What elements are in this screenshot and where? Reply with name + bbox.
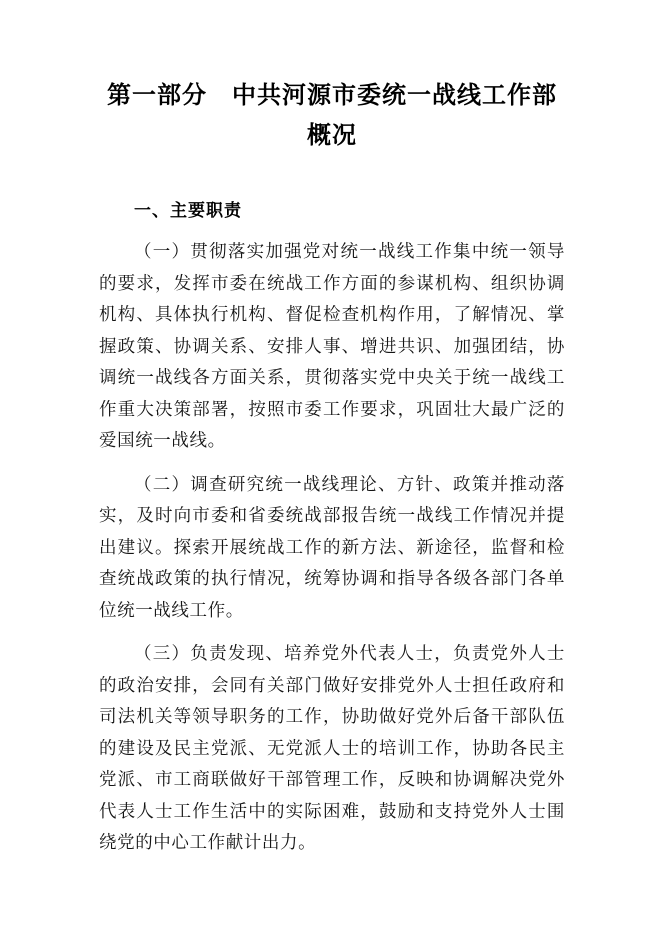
document-body	[99, 236, 565, 859]
paragraph-duty-3: （三）负责发现、培养党外代表人士，负责党外人士的政治安排，会同有关部门做好安排党外人士担任政府和司法机关等领导职务的工作，协助做好党外后备干部队伍的建设及民主党派、无党派人士的培训工作，协助各民主党派、市工商联做好干部管理工作，反映和协调解决党外代表人士工作生活中的实际困难，鼓励和支持党外人士围绕党的中心工作献计出力。	[99, 643, 565, 852]
document-title-line-2: 概况	[307, 122, 357, 149]
section-heading-main-duties: 一、主要职责	[134, 201, 242, 220]
paragraph-duty-1: （一）贯彻落实加强党对统一战线工作集中统一领导的要求，发挥市委在统战工作方面的参谋机构、组织协调机构、具体执行机构、督促检查机构作用，了解情况、掌握政策、协调关系、安排人事、增进共识、加强团结，协调统一战线各方面关系，贯彻落实党中央关于统一战线工作重大决策部署，按照市委工作要求，巩固壮大最广泛的爱国统一战线。	[99, 241, 565, 450]
document-title-line-1: 第一部分 中共河源市委统一战线工作部	[107, 82, 557, 109]
document-title	[99, 76, 565, 156]
paragraph-duty-2: （二）调查研究统一战线理论、方针、政策并推动落实，及时向市委和省委统战部报告统一战线工作情况并提出建议。探索开展统战工作的新方法、新途径，监督和检查统战政策的执行情况，统筹协调和指导各级各部门各单位统一战线工作。	[99, 473, 565, 620]
